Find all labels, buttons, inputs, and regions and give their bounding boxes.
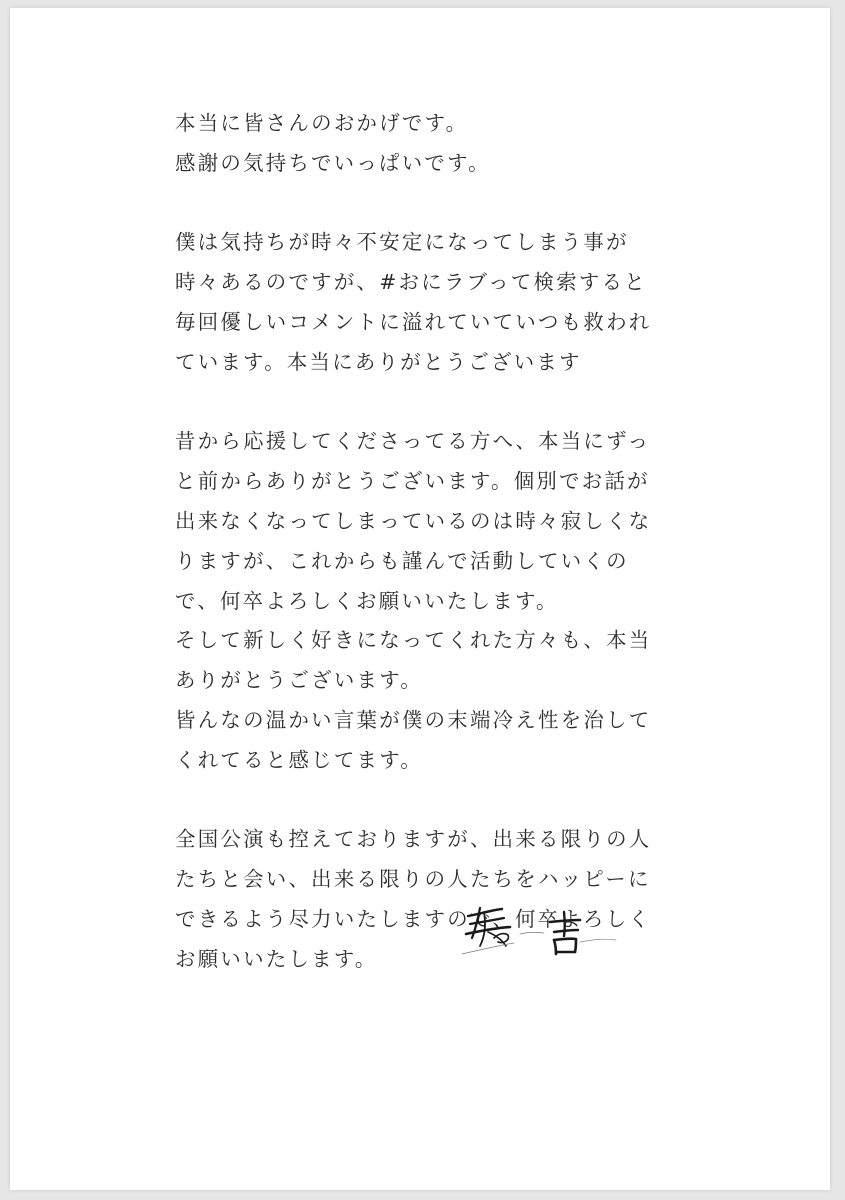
letter-line: 出来なくなってしまっているのは時々寂しくな (175, 508, 652, 533)
letter-line: りますが、これからも謹んで活動していくの (175, 548, 629, 573)
letter-line: できるよう尽力いたしますので、何卒よろしく (175, 906, 652, 931)
letter-line: 毎回優しいコメントに溢れていていつも救われ (175, 309, 652, 334)
letter-line: 感謝の気持ちでいっぱいです。 (175, 150, 491, 175)
paragraph-gap (175, 184, 675, 224)
letter-line: 僕は気持ちが時々不安定になってしまう事が (175, 230, 629, 255)
letter-body (175, 104, 675, 980)
paragraph-gap (175, 383, 675, 423)
letter-line: 昔から応援してくださってる方へ、本当にずっ (175, 429, 651, 454)
letter-line: で、何卒よろしくお願いいたします。 (175, 588, 559, 613)
letter-line: くれてると感じてます。 (175, 747, 423, 772)
letter-line: そして新しく好きになってくれた方々も、本当 (175, 628, 652, 653)
letter-paper (10, 8, 830, 1190)
letter-line: お願いいたします。 (175, 946, 378, 971)
signature (450, 888, 630, 978)
letter-line: たちと会い、出来る限りの人たちをハッピーに (175, 867, 651, 892)
letter-line: と前からありがとうございます。個別でお話が (175, 469, 650, 494)
letter-line: ています。本当にありがとうございます (175, 349, 582, 374)
letter-line: 全国公演も控えておりますが、出来る限りの人 (175, 827, 652, 852)
letter-line: 時々あるのですが、#おにラブって検索すると (175, 270, 647, 295)
letter-line: ありがとうございます。 (175, 668, 423, 693)
letter-line: 本当に皆さんのおかげです。 (175, 111, 469, 135)
letter-line: 皆んなの温かい言葉が僕の末端冷え性を治して (175, 707, 652, 732)
paragraph-gap (175, 781, 675, 821)
